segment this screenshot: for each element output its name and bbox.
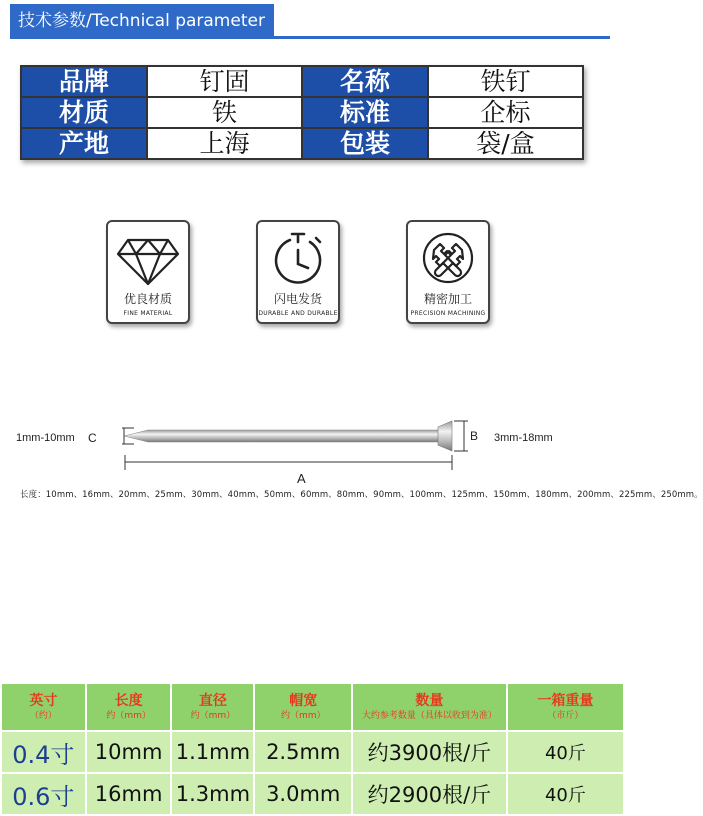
col-header-inch: 英寸 （约） (1, 683, 86, 731)
spec-table (20, 65, 584, 160)
size-table-header (1, 683, 624, 731)
a-letter: A (297, 471, 306, 486)
spec-value: 铁 (147, 97, 302, 128)
cell-length: 16mm (86, 773, 172, 815)
col-header-diameter: 直径 约（mm） (171, 683, 254, 731)
spec-value: 钉固 (147, 66, 302, 97)
spec-value: 铁钉 (428, 66, 583, 97)
spec-key: 品牌 (21, 66, 147, 97)
b-letter: B (470, 429, 479, 443)
cell-diameter: 1.3mm (171, 773, 254, 815)
col-header-box-weight: 一箱重量 （市斤） (507, 683, 624, 731)
spec-row (21, 97, 583, 128)
cell-quantity: 约3900根/斤 (352, 731, 507, 773)
cell-inch: 0.6寸 (1, 773, 86, 815)
spec-value: 袋/盒 (428, 128, 583, 159)
nail-shaft (124, 430, 440, 442)
feature-title: 闪电发货 (273, 292, 322, 306)
cell-box-weight: 40斤 (507, 731, 624, 773)
spec-row (21, 66, 583, 97)
feature-title: 优良材质 (123, 292, 172, 306)
spec-key: 包装 (302, 128, 428, 159)
cell-diameter: 1.1mm (171, 731, 254, 773)
col-header-head-width: 帽宽 约（mm） (254, 683, 352, 731)
spec-value: 上海 (147, 128, 302, 159)
section-title: 技术参数/Technical parameter (10, 4, 274, 39)
b-range-label: 3mm-18mm (494, 432, 553, 444)
feature-subtitle: PRECISION MACHINING (410, 310, 486, 317)
feature-precision-machining (406, 220, 490, 324)
feature-subtitle: FINE MATERIAL (123, 310, 173, 317)
col-header-length: 长度 约（mm） (86, 683, 172, 731)
header-underline (274, 36, 610, 39)
table-row (1, 773, 624, 815)
cell-inch: 0.4寸 (1, 731, 86, 773)
cell-box-weight: 40斤 (507, 773, 624, 815)
cell-head-width: 3.0mm (254, 773, 352, 815)
c-range-label: 1mm-10mm (16, 432, 75, 444)
table-row (1, 731, 624, 773)
spec-row (21, 128, 583, 159)
stopwatch-icon (266, 228, 330, 288)
nail-head (438, 421, 452, 451)
wrench-icon (416, 228, 480, 288)
cell-head-width: 2.5mm (254, 731, 352, 773)
length-options: 长度：10mm、16mm、20mm、25mm、30mm、40mm、50mm、60mm、80mm、90mm、100mm、125mm、150mm、180mm、200mm、225mm、250mm。 (20, 490, 703, 500)
spec-value: 企标 (428, 97, 583, 128)
spec-key: 产地 (21, 128, 147, 159)
section-header (0, 0, 625, 46)
cell-length: 10mm (86, 731, 172, 773)
diamond-icon (116, 228, 180, 288)
feature-fine-material (106, 220, 190, 324)
col-header-quantity: 数量 大约参考数量（具体以收到为准） (352, 683, 507, 731)
c-letter: C (88, 431, 97, 445)
size-table (0, 682, 625, 816)
spec-key: 名称 (302, 66, 428, 97)
feature-subtitle: DURABLE AND DURABLE (258, 310, 338, 317)
spec-key: 标准 (302, 97, 428, 128)
feature-fast-shipping (256, 220, 340, 324)
cell-quantity: 约2900根/斤 (352, 773, 507, 815)
feature-title: 精密加工 (423, 292, 472, 306)
spec-key: 材质 (21, 97, 147, 128)
